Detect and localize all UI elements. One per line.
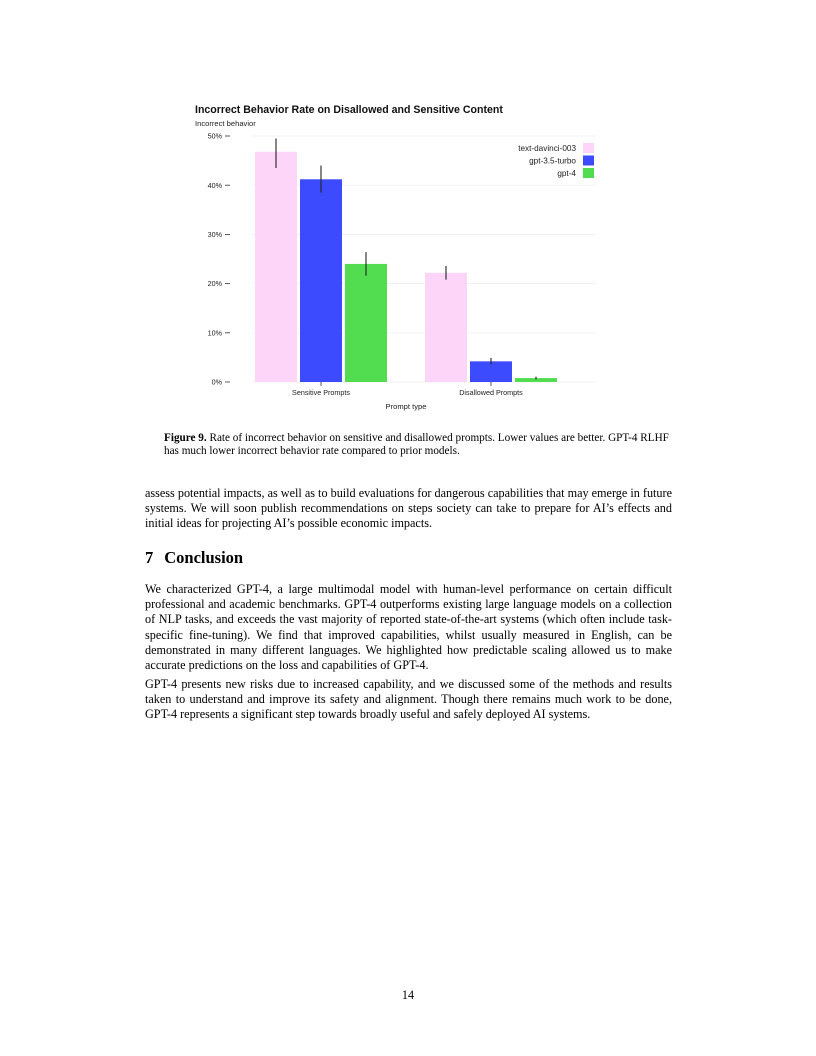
bar bbox=[470, 361, 512, 382]
page-number: 14 bbox=[401, 988, 415, 1002]
x-tick-label: Disallowed Prompts bbox=[459, 388, 523, 397]
x-tick-label: Sensitive Prompts bbox=[292, 388, 350, 397]
conclusion-paragraph-2: GPT-4 presents new risks due to increased capability, and we discussed some of the methods and results taken to understand and improve its safety and alignment. Though there remains much work to be done, GPT-4 represents a significant step towards broadly useful and safely deployed AI systems. bbox=[145, 677, 672, 722]
y-tick-label: 0% bbox=[211, 377, 222, 387]
chart-legend bbox=[518, 143, 594, 178]
figure-label: Figure 9. bbox=[164, 432, 207, 444]
legend-swatch bbox=[583, 156, 594, 166]
x-axis-ticks bbox=[292, 382, 523, 397]
legend-swatch bbox=[583, 168, 594, 178]
chart-title: Incorrect Behavior Rate on Disallowed and Sensitive Content bbox=[195, 104, 503, 116]
section-title: Conclusion bbox=[164, 548, 244, 567]
legend-label: gpt-3.5-turbo bbox=[529, 156, 576, 166]
bar bbox=[300, 179, 342, 382]
y-tick-label: 20% bbox=[207, 279, 222, 289]
bar-chart bbox=[0, 0, 816, 420]
bar bbox=[255, 152, 297, 382]
section-heading bbox=[145, 548, 254, 568]
legend-label: gpt-4 bbox=[557, 169, 576, 178]
section-number: 7 bbox=[145, 548, 154, 567]
figure-caption-text: Rate of incorrect behavior on sensitive and disallowed prompts. Lower values are better. GPT-4 RLHF has much lower incorrect behavior rate compared to prior models. bbox=[164, 432, 669, 457]
intro-paragraph: assess potential impacts, as well as to build evaluations for dangerous capabilities that may emerge in future systems. We will soon publish recommendations on steps society can take to prepare for AI’s effects and initial ideas for projecting AI’s possible economic impacts. bbox=[145, 486, 672, 531]
x-axis-label: Prompt type bbox=[385, 402, 427, 411]
y-axis-label: Incorrect behavior bbox=[195, 119, 256, 128]
bar bbox=[345, 264, 387, 382]
figure-caption bbox=[164, 432, 684, 458]
y-tick-label: 50% bbox=[207, 131, 222, 141]
legend-label: text-davinci-003 bbox=[518, 144, 576, 153]
conclusion-paragraph-1: We characterized GPT-4, a large multimodal model with human-level performance on certain difficult professional and academic benchmarks. GPT-4 outperforms existing large language models on a collection of NLP tasks, and exceeds the vast majority of reported state-of-the-art systems (which often include task-specific fine-tuning). We find that improved capabilities, whilst usually measured in English, can be demonstrated in many different languages. We highlighted how predictable scaling allowed us to make accurate predictions on the loss and capabilities of GPT-4. bbox=[145, 582, 672, 673]
y-axis-ticks bbox=[208, 132, 230, 387]
legend-swatch bbox=[583, 143, 594, 153]
y-tick-label: 10% bbox=[207, 328, 222, 338]
bars bbox=[255, 152, 557, 382]
bar bbox=[425, 273, 467, 382]
y-tick-label: 30% bbox=[207, 230, 222, 239]
y-tick-label: 40% bbox=[207, 180, 222, 190]
